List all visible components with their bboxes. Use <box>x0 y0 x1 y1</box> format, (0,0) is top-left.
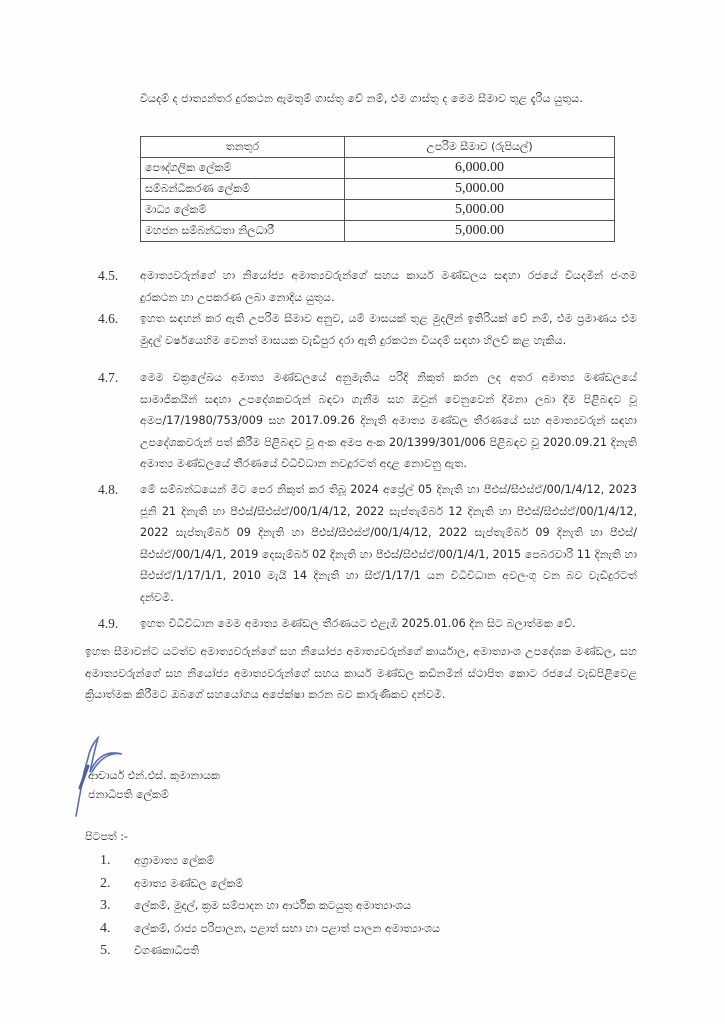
item-label: විගණකාධිපති <box>134 944 200 957</box>
cell-limit: 5,000.00 <box>345 179 615 200</box>
header-position: තනතුර <box>141 137 345 158</box>
cell-position: මාධ්‍ය ලේකම් <box>141 200 345 221</box>
clause-text: ඉහත විධිවිධාන මෙම අමාත්‍ය මණ්ඩල තීරණයට එළැඹි 2025.01.06 දින සිට බලාත්මක වේ. <box>140 617 576 630</box>
item-label: ලේකම්, මුදල්, ක්‍රම සම්පාදන හා ආර්ථික කටයුතු අමාත්‍යාංශය <box>134 899 411 912</box>
copies-title: පිටපත් :- <box>85 830 128 843</box>
clause-number: 4.8. <box>98 482 119 497</box>
copies-list <box>100 850 440 963</box>
clause-text: මෙම චක්‍රලේඛය අමාත්‍ය මණ්ඩලයේ අනුමැතිය පරිදි නිකුත් කරන ලද අතර අමාත්‍ය මණ්ඩලයේ සාමාජිකයින් සඳහා උපදේශකවරුන් බඳවා ගැනීම සහ ඔවුන් වෙනුවෙන් දීමනා ලබා දීම පිළිබඳව වූ අමප/17/1980/753/009 සහ 2017.09.26 දිනැති අමාත්‍ය මණ්ඩල තීරණයේ සහ අමාත්‍යවරුන් සඳහා උපදේශකවරුන් පත් කිරීම පිළිබඳව වූ අංක අමප අංක 20/1399/301/006 පිළිබඳව වූ 2020.09.21 දිනැති අමාත්‍ය මණ්ඩලයේ තීරණයේ විධිවිධාන නවදූරටත් අදාළ නොවනු ඇත. <box>140 371 637 470</box>
signer-title: ජනාධිපති ලේකම් <box>88 788 169 801</box>
table-row <box>141 200 615 221</box>
clause-text: මේ සම්බන්ධයෙන් මීට පෙර නිකුත් කර තිබූ 2024 අප්‍රේල් 05 දිනැති හා පීඑස්/සීඑස්ඒ/00/1/4/12, 2023 ජූනි 21 දිනැති හා පීඑස්/සීඑස්ඒ/00/1/4/12, 2022 සැප්තැම්බර් 12 දිනැති හා පීඑස්/සීඑස්ඒ/00/1/4/12, 2022 සැප්තැම්බර් 09 දිනැති හා පීඑස්/සීඑස්ඒ/00/1/4/12, 2022 සැප්තැම්බර් 09 දිනැති හා පීඑස්/සීඑස්ඒ/00/1/4/1, 2019 දෙසැම්බර් 02 දිනැති හා පීඑස්/සීඑස්ඒ/00/1/4/1, 2015 පෙබරවාරි 11 දිනැති හා සීඑස්ඒ/1/17/1/1, 2010 මැයි 14 දිනැති හා සීඒ/1/17/1 යන විධිවිධාන අවලංගු වන බව වැඩිදුරටත් දන්වමි. <box>140 483 637 604</box>
table-row <box>141 158 615 179</box>
signer-name: ආචාර්ය එන්.එස්. කුමානායක <box>88 769 220 782</box>
list-item <box>100 850 440 873</box>
item-label: අමාත්‍ය මණ්ඩල ලේකම් <box>134 876 244 890</box>
clause-text: අමාත්‍යවරුන්ගේ හා නියෝජ්‍ය අමාත්‍යවරුන්ගේ සහය කාර්ය මණ්ඩලය සඳහා රජයේ වියදමින් ජංගම දුරකථන හා උපකරණ ලබා නොදිය යුතුය. <box>140 269 637 304</box>
header-max-limit: උපරිම සීමාව (රුපියල්) <box>345 137 615 158</box>
clause-number: 4.7. <box>98 370 119 385</box>
table-header-row <box>141 137 615 158</box>
item-label: ලේකම්, රාජ්‍ය පරිපාලන, පළාත් සභා හා පළාත් පාලන අමාත්‍යාංශය <box>134 921 440 935</box>
cell-limit: 5,000.00 <box>345 221 615 242</box>
item-number: 4. <box>100 920 111 936</box>
cell-limit: 6,000.00 <box>345 158 615 179</box>
list-item <box>100 918 440 941</box>
phone-limits-table <box>140 136 615 242</box>
list-item <box>100 873 440 896</box>
list-item <box>100 940 440 963</box>
cell-position: මහජන සම්බන්ධතා නිලධාරී <box>141 221 345 242</box>
intro-paragraph: වියදම් ද ජාත්‍යන්තර දුරකථන ඇමතුම් ගාස්තු වේ නම්, එම ගාස්තු ද මෙම සීමාව තුළ දැරිය යුතුය. <box>140 92 583 105</box>
cell-limit: 5,000.00 <box>345 200 615 221</box>
item-number: 1. <box>100 853 111 868</box>
item-number: 5. <box>100 943 111 958</box>
clause-number: 4.5. <box>98 268 119 283</box>
item-label: අග්‍රාමාත්‍ය ලේකම් <box>134 854 215 867</box>
clause-number: 4.9. <box>98 616 119 631</box>
cell-position: පෞද්ගලික ලේකම් <box>141 158 345 179</box>
closing-paragraph: ඉහත සීමාවන්ට යටත්ව අමාත්‍යවරුන්ගේ සහ නියෝජ්‍ය අමාත්‍යවරුන්ගේ කාර්යාල, අමාත්‍යාංශ උපදේශක මණ්ඩල, සහ අමාත්‍යවරුන්ගේ සහ නියෝජ්‍ය අමාත්‍යවරුන්ගේ සහය කාර්ය මණ්ඩල කඩිනමින් ස්ථාපිත කොට රජයේ වැඩපිළිවෙළ ක්‍රියාත්මක කිරීමට ඔබගේ සහයෝගය අපේක්ෂා කරන බව කාරුණිකව දන්වමි. <box>85 645 637 701</box>
item-number: 2. <box>100 875 111 891</box>
table-row <box>141 221 615 242</box>
clause-number: 4.6. <box>98 311 119 326</box>
clause-text: ඉහත සඳහන් කර ඇති උපරිම සීමාව අනුව, යම් මාසයක් තුළ මුදලින් ඉතිරියක් වේ නම්, එම ප්‍රමාණය එම මුදල් වර්ෂයෙහිම වෙනත් මාසයක වැඩිපුර දරා ඇති දුරකථන වියදම් සඳහා හිලව් කළ හැකිය. <box>140 312 637 347</box>
cell-position: සම්බන්ධීකරණ ලේකම් <box>141 179 345 200</box>
list-item <box>100 895 440 918</box>
item-number: 3. <box>100 898 111 913</box>
table-row <box>141 179 615 200</box>
